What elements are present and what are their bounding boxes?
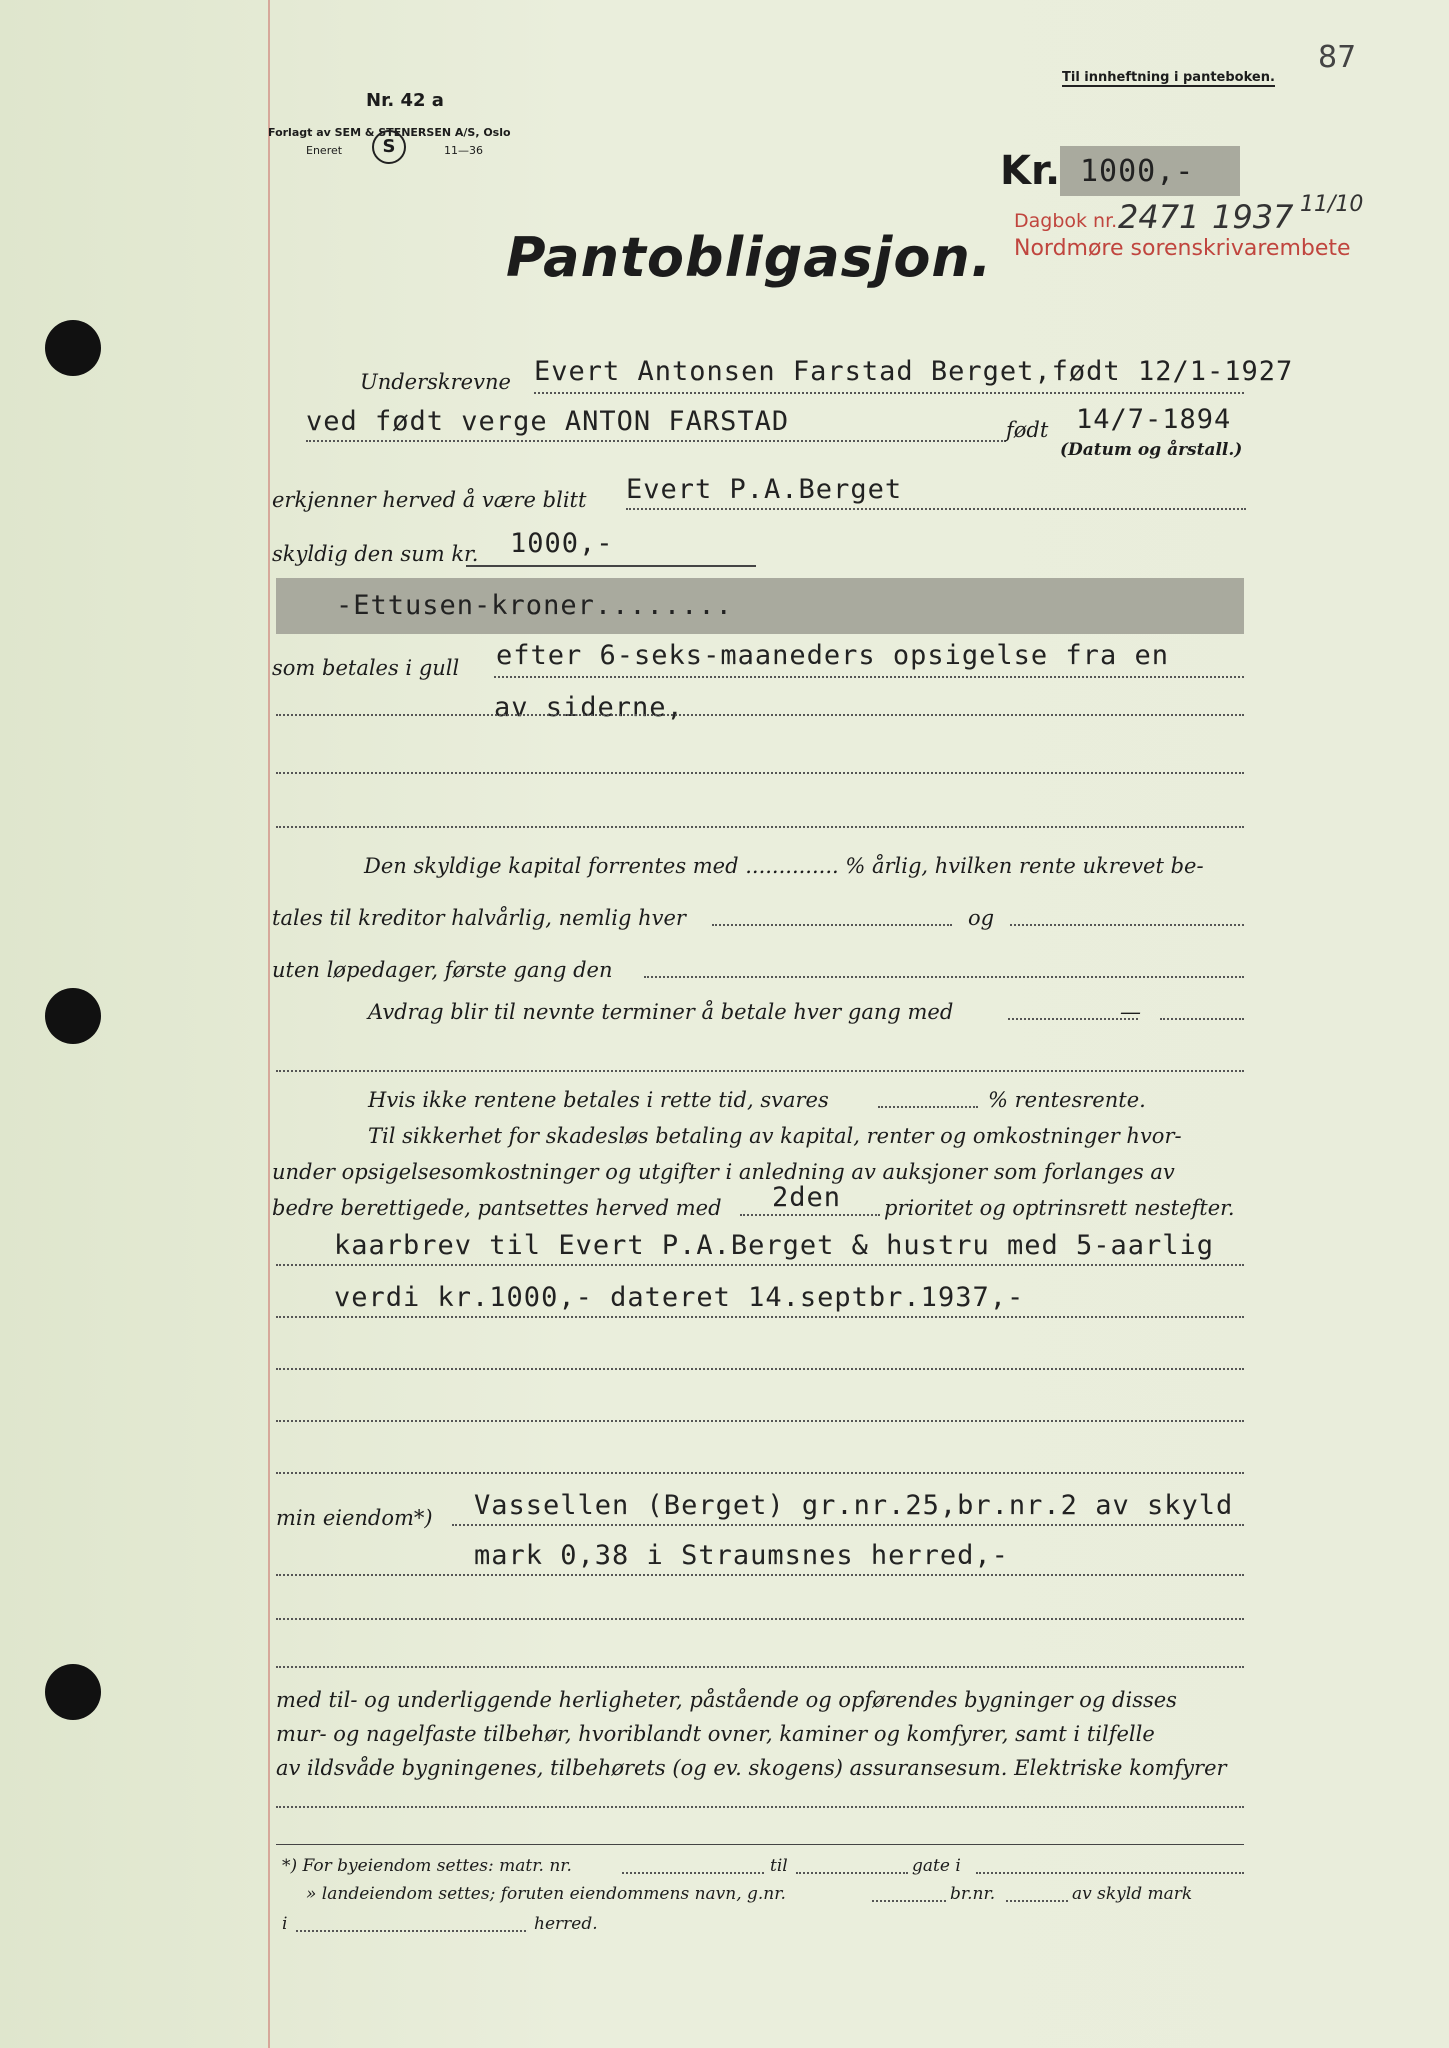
- skyldig-label: skyldig den sum kr.: [272, 542, 479, 566]
- footnote2-dots2: [1006, 1900, 1068, 1902]
- betales-rule2: [276, 714, 1244, 716]
- eiendom-label: min eiendom*): [276, 1506, 433, 1530]
- fodt-label: født: [1006, 418, 1049, 442]
- footnote3-dots: [296, 1930, 526, 1932]
- betales-rule3: [276, 772, 1244, 774]
- underskrevne-value: Evert Antonsen Farstad Berget,født 12/1-1927: [534, 356, 1294, 387]
- pledge-rule3: [276, 1368, 1244, 1370]
- document-title: Pantobligasjon.: [506, 226, 993, 289]
- dagbok-year: 1937: [1212, 198, 1294, 236]
- footnote3-b: herred.: [534, 1914, 598, 1934]
- footnote3-a: i: [282, 1914, 288, 1934]
- pledge-rule1: [276, 1264, 1244, 1266]
- page-number: 87: [1318, 40, 1357, 75]
- eiendom-rule1: [452, 1524, 1244, 1526]
- avdrag-line: Avdrag blir til nevnte terminer å betale hver gang med: [368, 1000, 954, 1024]
- fodt-value: 14/7-1894: [1076, 404, 1232, 435]
- footnote2-c: av skyld mark: [1072, 1884, 1193, 1904]
- sikkerhet-line1: Til sikkerhet for skadesløs betaling av kapital, renter og omkostninger hvor-: [368, 1124, 1182, 1148]
- forste-gang-line: [644, 976, 1244, 978]
- rente-hver-line: [712, 924, 952, 926]
- footnote2-dots1: [872, 1900, 946, 1902]
- hvis-dots: [878, 1106, 978, 1108]
- herlighet-line2: mur- og nagelfaste tilbehør, hvoriblandt ovner, kaminer og komfyrer, samt i tilfelle: [276, 1722, 1155, 1746]
- sikkerhet-line3b: prioritet og optrinsrett nestefter.: [884, 1196, 1235, 1220]
- hvis-line-a: Hvis ikke rentene betales i rette tid, svares: [368, 1088, 829, 1112]
- footnote1-b: til: [770, 1856, 788, 1876]
- verge-value: ved født verge ANTON FARSTAD: [306, 406, 790, 437]
- amount-words: -Ettusen-kroner........: [336, 590, 733, 621]
- hvis-line-b: % rentesrente.: [988, 1088, 1146, 1112]
- eiendom-line1: Vassellen (Berget) gr.nr.25,br.nr.2 av skyld: [474, 1490, 1234, 1521]
- datum-note: (Datum og årstall.): [1060, 440, 1243, 460]
- erkjenner-value: Evert P.A.Berget: [626, 474, 903, 505]
- rente-og-line: [1010, 924, 1244, 926]
- sikkerhet-line2: under opsigelsesomkostninger og utgifter i anledning av auksjoner som forlanges av: [272, 1160, 1175, 1184]
- footnote1-dots2: [796, 1872, 908, 1874]
- footnote1-dots3: [976, 1872, 1244, 1874]
- kr-label: Kr.: [1000, 148, 1061, 194]
- eiendom-rule4: [276, 1666, 1244, 1668]
- rente-line1: Den skyldige kapital forrentes med .............. % årlig, hvilken rente ukrevet be-: [364, 854, 1204, 878]
- betales-label: som betales i gull: [272, 656, 460, 680]
- eiendom-rule3: [276, 1618, 1244, 1620]
- betales-line1: efter 6-seks-maaneders opsigelse fra en: [496, 640, 1169, 671]
- eiendom-line2: mark 0,38 i Straumsnes herred,-: [474, 1540, 1009, 1571]
- form-number: Nr. 42 a: [366, 90, 444, 111]
- punch-hole-middle: [45, 988, 101, 1044]
- kr-amount: 1000,-: [1080, 154, 1195, 189]
- dagbok-date: 11/10: [1300, 192, 1364, 217]
- avdrag-dots2: [1160, 1018, 1244, 1020]
- publisher-eneret: Eneret: [306, 144, 343, 157]
- dagbok-number: 2471: [1118, 198, 1200, 236]
- footnote1-a: *) For byeiendom settes: matr. nr.: [282, 1856, 572, 1876]
- punch-hole-top: [45, 320, 101, 376]
- betales-rule4: [276, 826, 1244, 828]
- punch-hole-bottom: [45, 1664, 101, 1720]
- avdrag-dots: [1008, 1018, 1138, 1020]
- betales-rule1: [494, 676, 1244, 678]
- underskrevne-line: [534, 392, 1244, 394]
- publisher-line: Forlagt av SEM & STENERSEN A/S, Oslo: [268, 126, 511, 139]
- rente-line3: uten løpedager, første gang den: [272, 958, 613, 982]
- prioritet-value: 2den: [772, 1182, 842, 1213]
- rente-line2a: tales til kreditor halvårlig, nemlig hver: [272, 906, 686, 930]
- betales-line2: av siderne,: [494, 692, 684, 723]
- pledge-rule4: [276, 1420, 1244, 1422]
- eiendom-rule2: [276, 1574, 1244, 1576]
- pledge-rule2: [276, 1316, 1244, 1318]
- publisher-logo: S: [372, 130, 406, 164]
- publisher-date: 11—36: [444, 144, 483, 157]
- underskrevne-label: Underskrevne: [360, 370, 511, 394]
- prioritet-line: [740, 1214, 880, 1216]
- verge-line: [306, 440, 1006, 442]
- skyldig-line: [466, 565, 756, 567]
- footnote1-c: gate i: [912, 1856, 961, 1876]
- margin-rule: [268, 0, 270, 2048]
- herlighet-line3: av ildsvåde bygningenes, tilbehørets (og ev. skogens) assuransesum. Elektriske komfyrer: [276, 1756, 1227, 1780]
- rente-line2b: og: [968, 906, 995, 930]
- erkjenner-label: erkjenner herved å være blitt: [272, 488, 587, 512]
- avdrag-dash: —: [1120, 1000, 1141, 1024]
- binding-note: Til innheftning i panteboken.: [1062, 70, 1275, 85]
- sikkerhet-line3a: bedre berettigede, pantsettes herved med: [272, 1196, 722, 1220]
- skyldig-value: 1000,-: [510, 528, 614, 559]
- court-stamp: Nordmøre sorenskrivarembete: [1014, 236, 1351, 261]
- dagbok-prefix: Dagbok nr.: [1014, 210, 1118, 232]
- footnote2-b: br.nr.: [950, 1884, 996, 1904]
- erkjenner-line: [626, 508, 1246, 510]
- herlighet-rule: [276, 1806, 1244, 1808]
- avdrag-rule: [276, 1070, 1244, 1072]
- footnote-separator: [276, 1844, 1244, 1845]
- pledge-rule5: [276, 1472, 1244, 1474]
- footnote1-dots1: [622, 1872, 764, 1874]
- pledge-line2: verdi kr.1000,- dateret 14.septbr.1937,-: [334, 1282, 1025, 1313]
- herlighet-line1: med til- og underliggende herligheter, påstående og opførendes bygninger og disses: [276, 1688, 1177, 1712]
- footnote2-a: » landeiendom settes; foruten eiendommens navn, g.nr.: [306, 1884, 786, 1904]
- pledge-line1: kaarbrev til Evert P.A.Berget & hustru med 5-aarlig: [334, 1230, 1215, 1261]
